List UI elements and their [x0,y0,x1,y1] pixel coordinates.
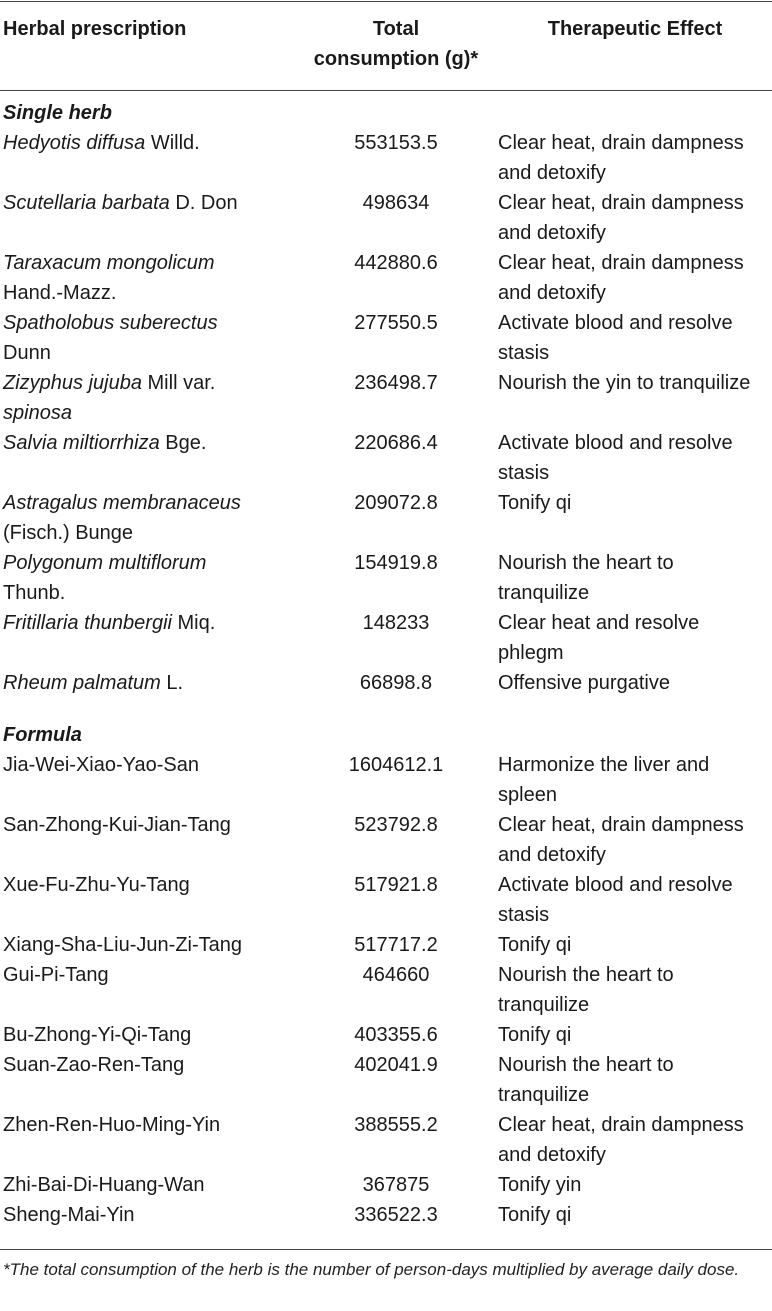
herb-authority: Thunb. [3,582,66,604]
herb-authority: Hand.-Mazz. [3,282,117,304]
header-bottom-rule [0,90,772,91]
formula-total: 1604612.1 [348,754,444,776]
herb-latin: Astragalus membranaceus [3,492,241,514]
table-top-rule [0,1,772,2]
herb-total: 220686.4 [354,432,438,454]
formula-effect: Tonify qi [498,934,572,956]
header-therapeutic-effect: Therapeutic Effect [547,18,723,40]
table-row [0,1170,772,1200]
formula-effect: Tonify qi [498,1204,572,1226]
formula-effect: Clear heat, drain dampness and detoxify [498,814,744,866]
formula-effect: Clear heat, drain dampness and detoxify [498,1114,744,1166]
table-row [0,1020,772,1050]
header-total-line1: Total [372,18,420,40]
formula-name: Bu-Zhong-Yi-Qi-Tang [3,1024,192,1046]
formula-name: Sheng-Mai-Yin [3,1204,135,1226]
herb-total: 154919.8 [354,552,438,574]
herb-authority: L. [160,672,184,694]
herb-authority: Willd. [145,132,200,154]
herb-name [3,368,288,428]
herb-name [3,248,288,308]
herb-effect: Activate blood and resolve stasis [498,312,733,364]
table-row [0,248,772,308]
formula-name: Zhi-Bai-Di-Huang-Wan [3,1174,205,1196]
herb-total: 66898.8 [359,672,433,694]
formula-effect: Nourish the heart to tranquilize [498,964,674,1016]
herb-name [3,608,288,638]
herb-variety: spinosa [3,402,72,424]
header-total-consumption [286,14,506,74]
table-row [0,308,772,368]
herb-latin: Scutellaria barbata [3,192,170,214]
herb-latin: Zizyphus jujuba [3,372,142,394]
herb-latin: Fritillaria thunbergii [3,612,172,634]
formula-name: Jia-Wei-Xiao-Yao-San [3,754,200,776]
table-row [0,668,772,698]
formula-name: Xiang-Sha-Liu-Jun-Zi-Tang [3,934,243,956]
herb-effect: Clear heat, drain dampness and detoxify [498,132,744,184]
herb-name [3,488,288,548]
herb-total: 148233 [362,612,430,634]
formula-name: San-Zhong-Kui-Jian-Tang [3,814,231,836]
herb-name [3,188,288,218]
formula-effect: Tonify qi [498,1024,572,1046]
formula-total: 367875 [362,1174,430,1196]
formula-effect: Harmonize the liver and spleen [498,754,710,806]
herb-latin: Hedyotis diffusa [3,132,146,154]
table-row [0,548,772,608]
section-formula: Formula [3,724,82,746]
herb-authority: Bge. [159,432,207,454]
herb-total: 442880.6 [354,252,438,274]
herb-effect: Nourish the heart to tranquilize [498,552,674,604]
formula-total: 403355.6 [354,1024,438,1046]
formula-total: 464660 [362,964,430,986]
herb-total: 553153.5 [354,132,438,154]
formula-total: 402041.9 [354,1054,438,1076]
herb-authority: Miq. [171,612,216,634]
formula-total: 523792.8 [354,814,438,836]
herb-effect: Clear heat, drain dampness and detoxify [498,252,744,304]
herb-name [3,428,288,458]
herb-latin: Taraxacum mongolicum [3,252,215,274]
herb-effect: Nourish the yin to tranquilize [498,372,751,394]
header-herbal-prescription: Herbal prescription [3,18,187,40]
header-total-line2: consumption (g)* [313,48,479,70]
herb-total: 277550.5 [354,312,438,334]
herb-effect: Tonify qi [498,492,572,514]
herb-total: 209072.8 [354,492,438,514]
table-row [0,1200,772,1230]
herb-effect: Offensive purgative [498,672,670,694]
table-bottom-rule [0,1249,772,1250]
table-row [0,870,772,930]
formula-name: Suan-Zao-Ren-Tang [3,1054,185,1076]
herb-authority: Dunn [3,342,51,364]
herb-effect: Clear heat, drain dampness and detoxify [498,192,744,244]
herb-name [3,548,288,608]
herb-effect: Activate blood and resolve stasis [498,432,733,484]
herb-total: 498634 [362,192,430,214]
table-row [0,960,772,1020]
table-row [0,368,772,428]
formula-total: 517921.8 [354,874,438,896]
table-row [0,930,772,960]
table-footnote: *The total consumption of the herb is the number of person-days multiplied by average daily dose. [3,1260,740,1279]
table-row [0,608,772,668]
table-row [0,488,772,548]
formula-name: Gui-Pi-Tang [3,964,109,986]
herb-latin: Spatholobus suberectus [3,312,218,334]
herb-authority: D. Don [169,192,238,214]
formula-effect: Nourish the heart to tranquilize [498,1054,674,1106]
herb-authority: (Fisch.) Bunge [3,522,134,544]
herb-name [3,668,288,698]
formula-effect: Tonify yin [498,1174,582,1196]
table-body [0,98,772,1230]
table-row [0,1110,772,1170]
herb-latin: Polygonum multiflorum [3,552,207,574]
herb-latin: Salvia miltiorrhiza [3,432,160,454]
herb-latin: Rheum palmatum [3,672,161,694]
table-row [0,1050,772,1110]
table-row [0,750,772,810]
herb-effect: Clear heat and resolve phlegm [498,612,700,664]
table-row [0,128,772,188]
herb-name [3,308,288,368]
formula-total: 517717.2 [354,934,438,956]
table-row [0,428,772,488]
formula-total: 336522.3 [354,1204,438,1226]
formula-name: Zhen-Ren-Huo-Ming-Yin [3,1114,221,1136]
herb-name [3,128,288,158]
table-row [0,810,772,870]
table-row [0,188,772,248]
formula-name: Xue-Fu-Zhu-Yu-Tang [3,874,190,896]
formula-effect: Activate blood and resolve stasis [498,874,733,926]
herb-total: 236498.7 [354,372,438,394]
formula-total: 388555.2 [354,1114,438,1136]
herb-authority: Mill var. [141,372,216,394]
section-single-herb: Single herb [3,102,112,124]
